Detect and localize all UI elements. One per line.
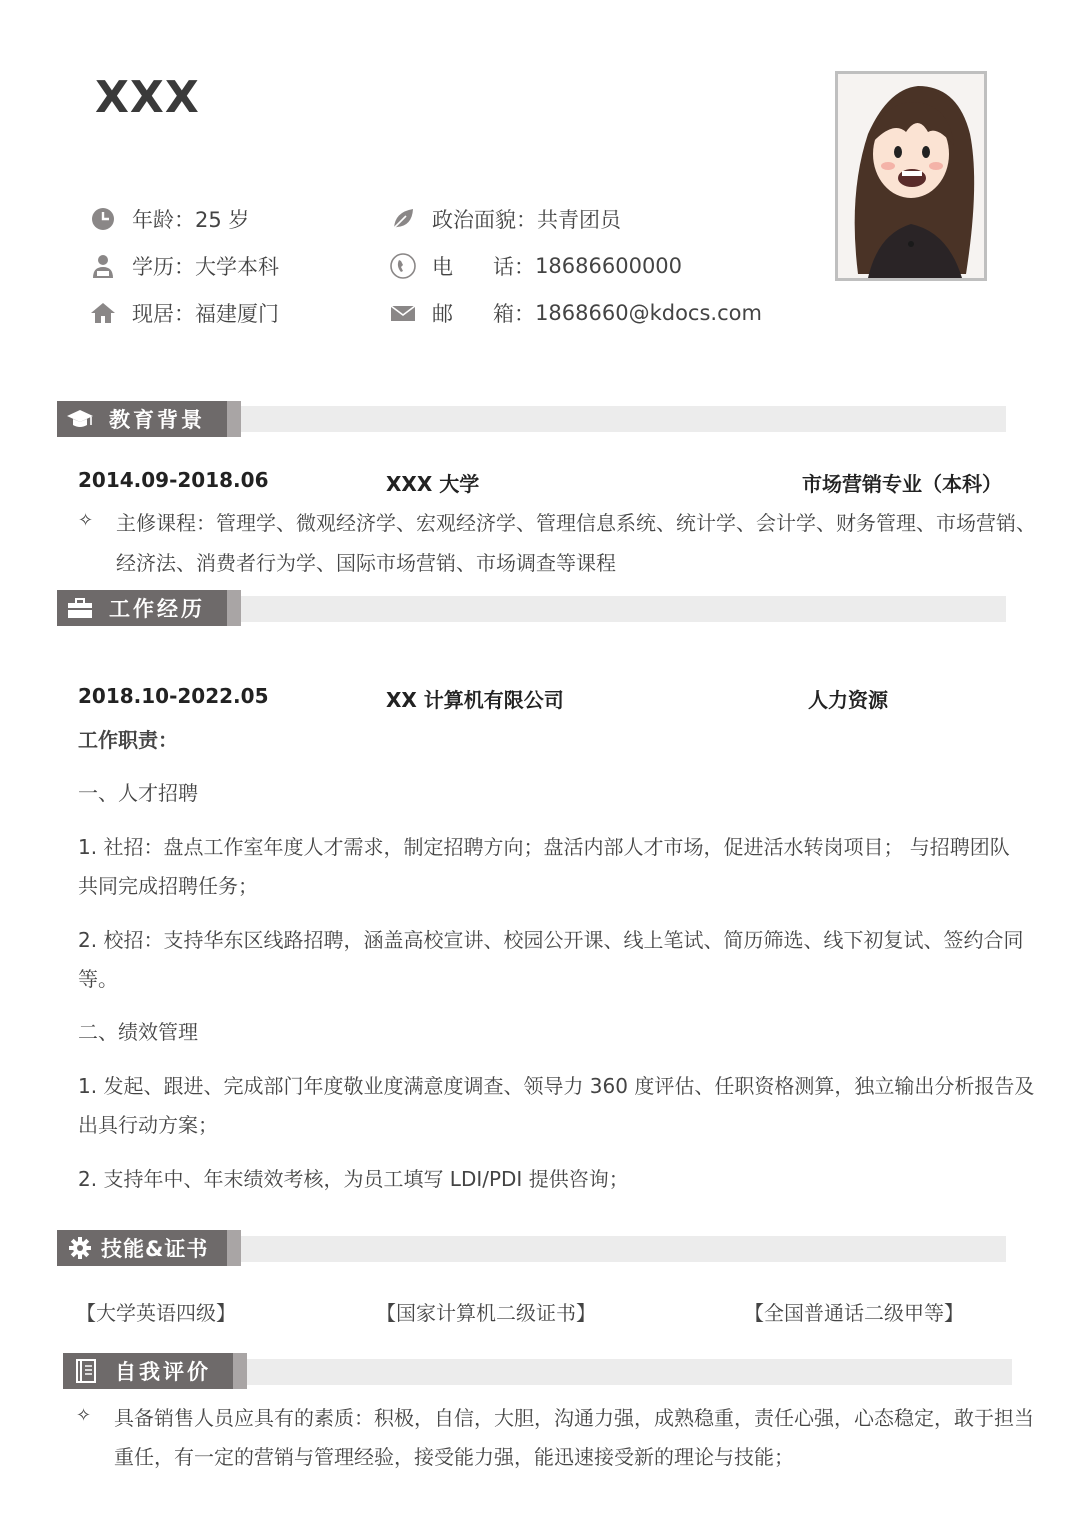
education-bullet: ✧ <box>78 510 94 531</box>
gear-icon <box>65 1236 95 1260</box>
leaf-icon <box>390 206 416 232</box>
work-company: XX 计算机有限公司 <box>386 688 564 712</box>
profile-photo <box>835 71 987 281</box>
education-value: 大学本科 <box>195 255 279 279</box>
notebook-icon <box>71 1359 101 1383</box>
work-part1-item2-line2: 等。 <box>78 967 118 991</box>
house-icon <box>90 300 116 326</box>
skills-section-title: 技能&证书 <box>101 1237 209 1261</box>
work-part1-item2-line1: 2. 校招：支持华东区线路招聘，涵盖高校宣讲、校园公开课、线上笔试、简历筛选、线下初复试、签约合同 <box>78 928 1024 952</box>
skills-tab-shadow <box>227 1230 241 1266</box>
political-label: 政治面貌： <box>432 208 537 232</box>
info-residence <box>90 298 279 328</box>
work-period: 2018.10-2022.05 <box>78 684 269 708</box>
education-section-header <box>57 401 227 437</box>
residence-value: 福建厦门 <box>195 302 279 326</box>
graduation-cap-icon <box>65 407 95 431</box>
info-email <box>390 298 762 328</box>
work-part1-item1-line1: 1. 社招：盘点工作室年度人才需求，制定招聘方向；盘活内部人才市场，促进活水转岗项目； 与招聘团队 <box>78 835 1010 859</box>
education-period: 2014.09-2018.06 <box>78 468 269 492</box>
info-phone <box>390 251 682 281</box>
phone-value: 18686600000 <box>535 254 683 278</box>
education-school: XXX 大学 <box>386 472 480 496</box>
self-line1: 具备销售人员应具有的素质：积极，自信，大胆，沟通力强，成熟稳重，责任心强，心态稳定，敢于担当 <box>114 1406 1034 1430</box>
age-value: 25 岁 <box>195 208 250 232</box>
briefcase-icon <box>65 596 95 620</box>
avatar-illustration <box>838 74 984 278</box>
phone-label: 电 话： <box>432 255 536 279</box>
email-value: 1868660@kdocs.com <box>535 301 762 325</box>
work-part1-title: 一、人才招聘 <box>78 781 198 805</box>
skill-item-0: 【大学英语四级】 <box>76 1301 236 1325</box>
skill-item-1: 【国家计算机二级证书】 <box>376 1301 596 1325</box>
self-section-header <box>63 1353 233 1389</box>
clock-icon <box>90 206 116 232</box>
education-tab-shadow <box>227 401 241 437</box>
work-section-bar <box>238 596 1006 622</box>
self-section-bar <box>244 1359 1012 1385</box>
skills-section-header <box>57 1230 227 1266</box>
info-education <box>90 251 279 281</box>
info-political <box>390 204 621 234</box>
education-section-bar <box>238 406 1006 432</box>
work-section-header <box>57 590 227 626</box>
work-part2-item1-line2: 出具行动方案； <box>78 1113 218 1137</box>
work-part2-item2: 2. 支持年中、年末绩效考核，为员工填写 LDI/PDI 提供咨询； <box>78 1167 629 1191</box>
work-part1-item1-line2: 共同完成招聘任务； <box>78 874 258 898</box>
work-section-title: 工作经历 <box>109 597 205 621</box>
education-courses-line1: 主修课程：管理学、微观经济学、宏观经济学、管理信息系统、统计学、会计学、财务管理、市场营销、 <box>116 511 1036 535</box>
work-duties-label: 工作职责： <box>78 728 178 752</box>
skills-section-bar <box>238 1236 1006 1262</box>
resume-name: XXX <box>95 72 200 123</box>
work-position: 人力资源 <box>808 688 888 712</box>
skill-item-2: 【全国普通话二级甲等】 <box>744 1301 964 1325</box>
residence-label: 现居： <box>132 302 195 326</box>
work-part2-item1-line1: 1. 发起、跟进、完成部门年度敬业度满意度调查、领导力 360 度评估、任职资格测算，独立输出分析报告及 <box>78 1074 1035 1098</box>
work-tab-shadow <box>227 590 241 626</box>
education-label: 学历： <box>132 255 195 279</box>
phone-icon <box>390 253 416 279</box>
work-part2-title: 二、绩效管理 <box>78 1020 198 1044</box>
education-courses-line2: 经济法、消费者行为学、国际市场营销、市场调查等课程 <box>116 551 616 575</box>
age-label: 年龄： <box>132 208 195 232</box>
email-label: 邮 箱： <box>432 302 536 326</box>
self-section-title: 自我评价 <box>115 1360 211 1384</box>
political-value: 共青团员 <box>537 208 621 232</box>
self-line2: 重任，有一定的营销与管理经验，接受能力强，能迅速接受新的理论与技能； <box>114 1445 794 1469</box>
education-major: 市场营销专业（本科） <box>802 472 1002 496</box>
envelope-icon <box>390 300 416 326</box>
education-section-title: 教育背景 <box>109 408 205 432</box>
info-age <box>90 204 249 234</box>
self-bullet: ✧ <box>76 1405 92 1426</box>
person-icon <box>90 253 116 279</box>
self-tab-shadow <box>233 1353 247 1389</box>
